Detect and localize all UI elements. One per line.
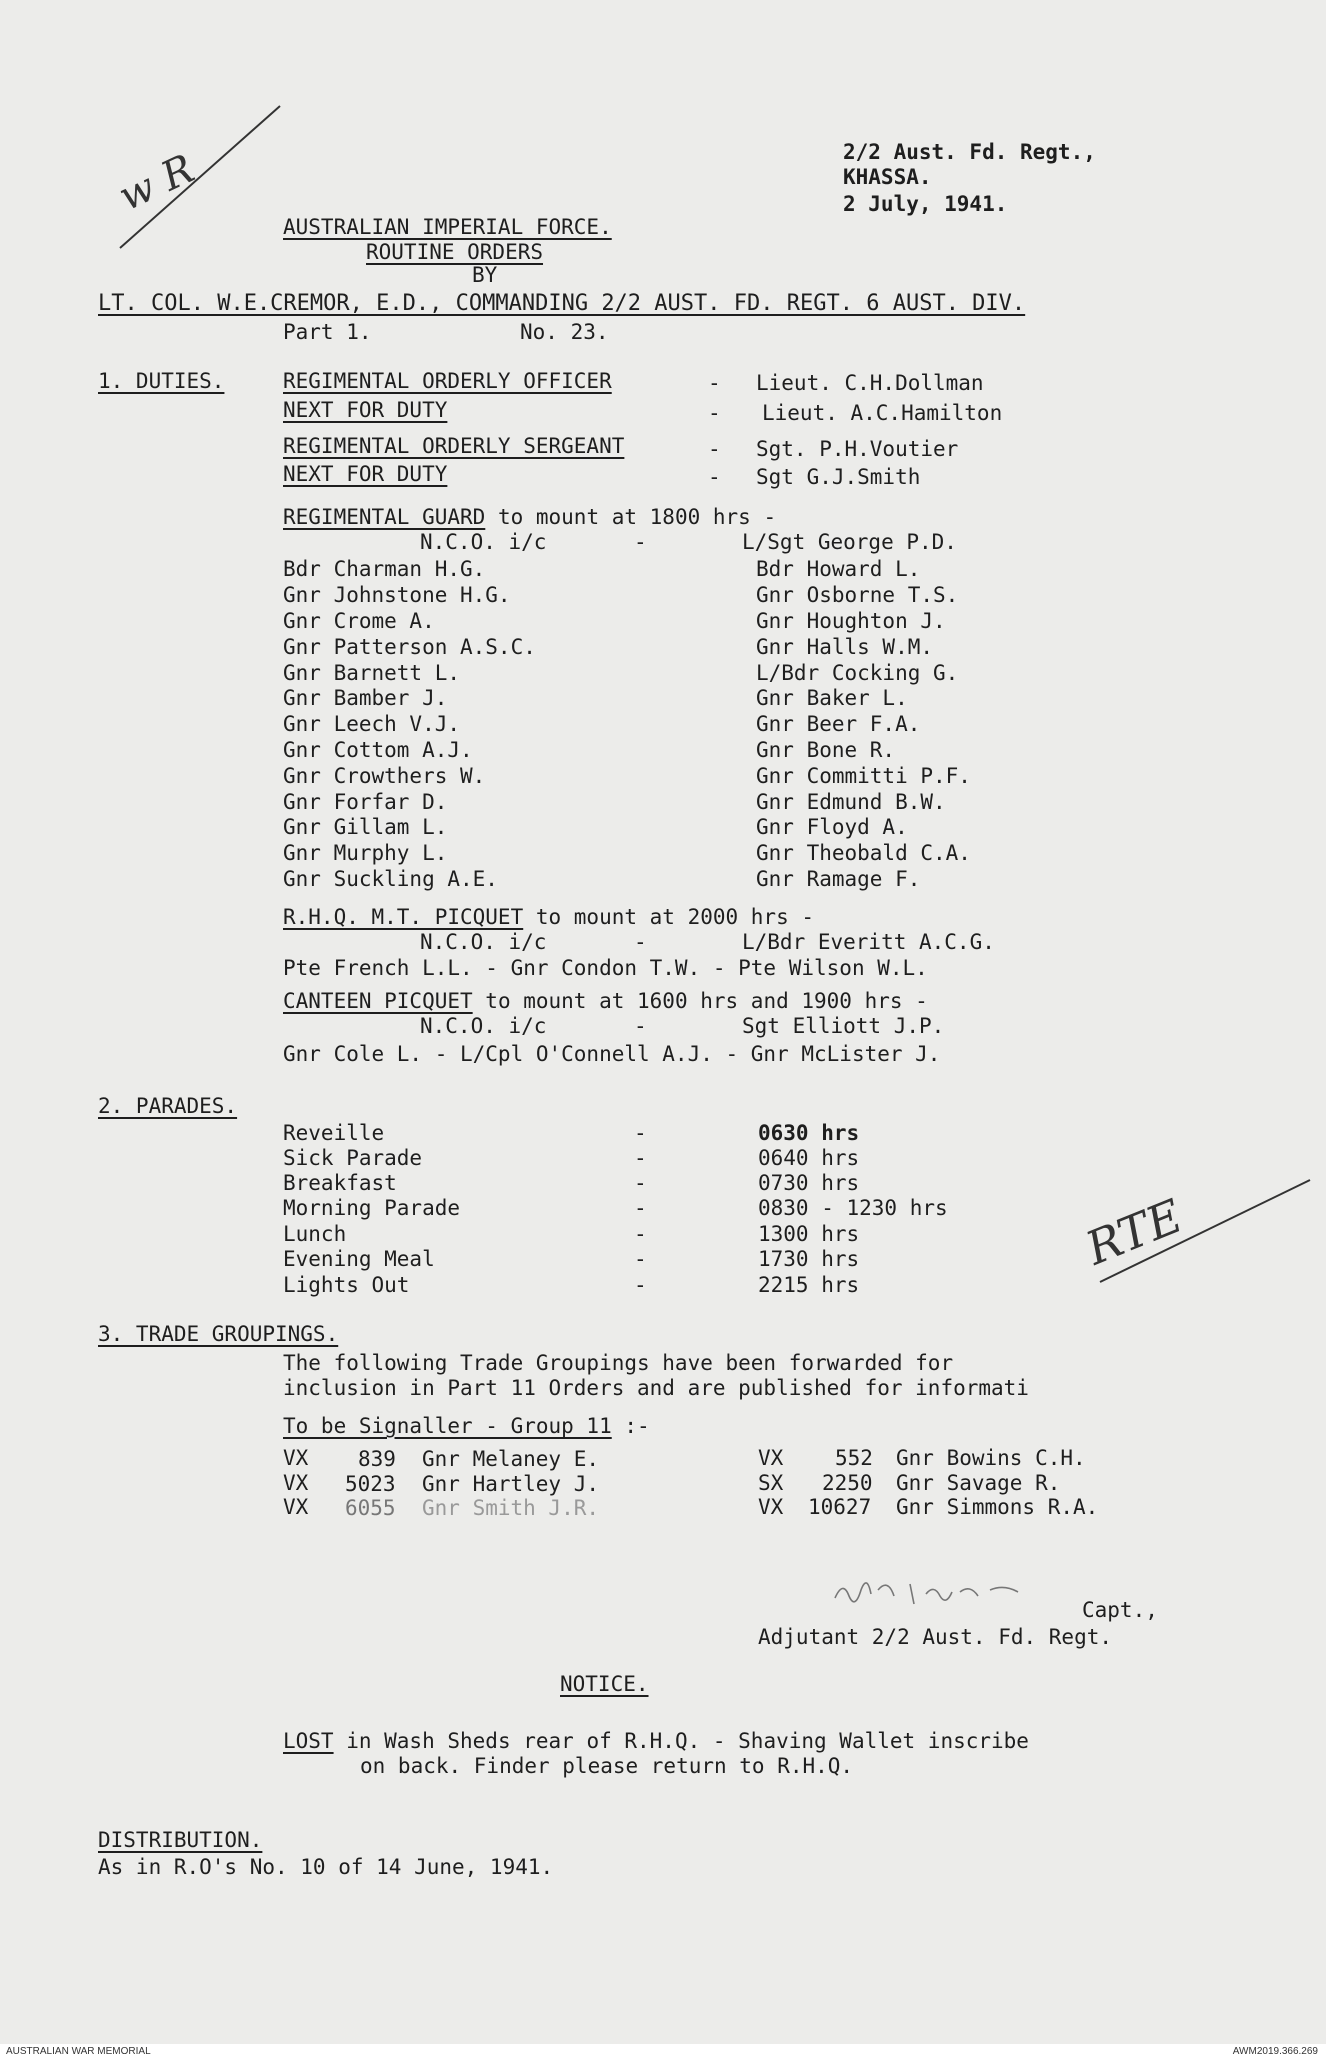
- parade-dash: -: [634, 1273, 647, 1297]
- guard-member: Gnr Halls W.M.: [756, 635, 934, 659]
- canteen-nco-dash: -: [634, 1014, 647, 1038]
- service-prefix: VX: [283, 1446, 309, 1470]
- role-orderly-officer: REGIMENTAL ORDERLY OFFICER: [283, 369, 612, 393]
- orderly-officer-name: Lieut. C.H.Dollman: [756, 371, 984, 395]
- mt-picquet-mount-time: to mount at 2000 hrs -: [523, 905, 815, 929]
- canteen-members: Gnr Cole L. - L/Cpl O'Connell A.J. - Gnr McLister J.: [283, 1042, 941, 1066]
- guard-mount-time: to mount at 1800 hrs -: [485, 505, 777, 529]
- role-orderly-sergeant: REGIMENTAL ORDERLY SERGEANT: [283, 434, 625, 458]
- canteen-nco-name: Sgt Elliott J.P.: [742, 1014, 945, 1038]
- notice-lost: LOST: [283, 1729, 334, 1753]
- location: KHASSA.: [843, 165, 932, 189]
- mt-nco-name: L/Bdr Everitt A.C.G.: [742, 930, 995, 954]
- guard-member: Gnr Bamber J.: [283, 686, 448, 710]
- guard-member: Gnr Leech V.J.: [283, 712, 461, 736]
- footer-left: AUSTRALIAN WAR MEMORIAL: [6, 2046, 151, 2057]
- parades-heading: 2. PARADES.: [98, 1094, 238, 1118]
- role-dash: -: [708, 437, 721, 461]
- mt-nco-label: N.C.O. i/c: [420, 930, 547, 954]
- role-dash: -: [708, 401, 721, 425]
- canteen-mount-time: to mount at 1600 hrs and 1900 hrs -: [472, 989, 928, 1013]
- order-date: 2 July, 1941.: [843, 192, 1008, 216]
- guard-nco-dash: -: [634, 530, 647, 554]
- distribution-heading: DISTRIBUTION.: [98, 1828, 263, 1852]
- service-prefix: VX: [283, 1495, 309, 1519]
- parade-name: Sick Parade: [283, 1146, 423, 1170]
- duties-heading: 1. DUTIES.: [98, 369, 225, 393]
- role-next-sergeant: NEXT FOR DUTY: [283, 462, 448, 486]
- title-line-1: AUSTRALIAN IMPERIAL FORCE.: [283, 215, 612, 239]
- role-next-officer: NEXT FOR DUTY: [283, 398, 448, 422]
- parade-name: Morning Parade: [283, 1196, 461, 1220]
- signature-rank: Capt.,: [1082, 1598, 1158, 1622]
- canteen-picquet-line: [283, 989, 928, 1013]
- guard-member: Gnr Bone R.: [756, 738, 896, 762]
- guard-member: Gnr Floyd A.: [756, 815, 908, 839]
- guard-member: Gnr Theobald C.A.: [756, 841, 971, 865]
- guard-member: Bdr Howard L.: [756, 557, 921, 581]
- notice-line-1: [283, 1729, 1029, 1753]
- parade-time: 1730 hrs: [758, 1247, 860, 1271]
- parade-time: 2215 hrs: [758, 1273, 860, 1297]
- parade-dash: -: [634, 1171, 647, 1195]
- parade-dash: -: [634, 1247, 647, 1271]
- signaller-name: Gnr Melaney E.: [422, 1447, 600, 1471]
- role-dash: -: [708, 371, 721, 395]
- guard-member: Gnr Crome A.: [283, 609, 435, 633]
- next-officer-name: Lieut. A.C.Hamilton: [762, 401, 1003, 425]
- guard-member: Gnr Osborne T.S.: [756, 583, 959, 607]
- parade-name: Reveille: [283, 1121, 385, 1145]
- parade-dash: -: [634, 1222, 647, 1246]
- service-number: 839: [358, 1447, 396, 1471]
- service-prefix: VX: [758, 1446, 784, 1470]
- signaller-group-suffix: :-: [611, 1414, 650, 1438]
- guard-member: Bdr Charman H.G.: [283, 557, 486, 581]
- guard-member: Gnr Johnstone H.G.: [283, 583, 511, 607]
- guard-member: Gnr Murphy L.: [283, 841, 448, 865]
- trade-paragraph-1: The following Trade Groupings have been forwarded for: [283, 1351, 954, 1375]
- signaller-name: Gnr Savage R.: [896, 1471, 1061, 1495]
- signature-title: Adjutant 2/2 Aust. Fd. Regt.: [758, 1625, 1113, 1649]
- handwritten-signature: [830, 1570, 1070, 1610]
- guard-nco-name: L/Sgt George P.D.: [742, 530, 957, 554]
- mt-picquet-members: Pte French L.L. - Gnr Condon T.W. - Pte Wilson W.L.: [283, 956, 928, 980]
- guard-member: Gnr Houghton J.: [756, 609, 946, 633]
- canteen-nco-label: N.C.O. i/c: [420, 1014, 547, 1038]
- guard-nco-label: N.C.O. i/c: [420, 530, 547, 554]
- unit-name: 2/2 Aust. Fd. Regt.,: [843, 140, 1096, 164]
- guard-member: Gnr Cottom A.J.: [283, 738, 473, 762]
- parade-time: 1300 hrs: [758, 1222, 860, 1246]
- notice-heading: NOTICE.: [560, 1672, 649, 1696]
- trade-paragraph-2: inclusion in Part 11 Orders and are published for informati: [283, 1376, 1029, 1400]
- parade-time: 0630 hrs: [758, 1121, 860, 1145]
- parade-name: Evening Meal: [283, 1247, 435, 1271]
- service-number: 552: [835, 1446, 873, 1470]
- next-sergeant-name: Sgt G.J.Smith: [756, 465, 921, 489]
- guard-title: REGIMENTAL GUARD: [283, 505, 486, 529]
- guard-member: Gnr Committi P.F.: [756, 764, 971, 788]
- parade-name: Lights Out: [283, 1273, 410, 1297]
- signaller-group-title: To be Signaller - Group 11: [283, 1414, 612, 1438]
- trade-heading: 3. TRADE GROUPINGS.: [98, 1322, 339, 1346]
- handwritten-rte: RTE: [1078, 1188, 1190, 1276]
- notice-text: in Wash Sheds rear of R.H.Q. - Shaving Wallet inscribe: [333, 1729, 1029, 1753]
- canteen-title: CANTEEN PICQUET: [283, 989, 473, 1013]
- signaller-name: Gnr Bowins C.H.: [896, 1446, 1086, 1470]
- service-number: 10627: [808, 1495, 872, 1519]
- service-prefix: SX: [758, 1471, 784, 1495]
- signaller-name: Gnr Simmons R.A.: [896, 1495, 1099, 1519]
- role-dash: -: [708, 465, 721, 489]
- order-number: No. 23.: [520, 320, 609, 344]
- notice-line-2: on back. Finder please return to R.H.Q.: [360, 1754, 854, 1778]
- distribution-text: As in R.O's No. 10 of 14 June, 1941.: [98, 1855, 554, 1879]
- guard-member: Gnr Beer F.A.: [756, 712, 921, 736]
- parade-dash: -: [634, 1121, 647, 1145]
- guard-member: Gnr Ramage F.: [756, 867, 921, 891]
- signaller-name: Gnr Smith J.R.: [422, 1496, 600, 1520]
- guard-member: Gnr Forfar D.: [283, 790, 448, 814]
- guard-member: Gnr Gillam L.: [283, 815, 448, 839]
- mt-nco-dash: -: [634, 930, 647, 954]
- commander-line: LT. COL. W.E.CREMOR, E.D., COMMANDING 2/2 AUST. FD. REGT. 6 AUST. DIV.: [98, 291, 1026, 316]
- parade-time: 0730 hrs: [758, 1171, 860, 1195]
- orderly-sergeant-name: Sgt. P.H.Voutier: [756, 437, 959, 461]
- part-number: Part 1.: [283, 320, 372, 344]
- guard-member: Gnr Baker L.: [756, 686, 908, 710]
- parade-name: Lunch: [283, 1222, 347, 1246]
- handwritten-initials: w R: [111, 145, 202, 221]
- mt-picquet-line: [283, 905, 814, 929]
- service-prefix: VX: [758, 1495, 784, 1519]
- service-number: 6055: [345, 1496, 396, 1520]
- parade-dash: -: [634, 1146, 647, 1170]
- service-number: 2250: [822, 1471, 873, 1495]
- parade-time: 0830 - 1230 hrs: [758, 1196, 948, 1220]
- footer-right: AWM2019.366.269: [1232, 2046, 1318, 2057]
- regimental-guard-line: [283, 505, 776, 529]
- mt-picquet-title: R.H.Q. M.T. PICQUET: [283, 905, 524, 929]
- guard-member: L/Bdr Cocking G.: [756, 661, 959, 685]
- title-line-2: ROUTINE ORDERS: [366, 240, 544, 264]
- signaller-group-line: [283, 1414, 650, 1438]
- signaller-name: Gnr Hartley J.: [422, 1472, 600, 1496]
- guard-member: Gnr Suckling A.E.: [283, 867, 498, 891]
- title-line-3: BY: [472, 263, 498, 287]
- guard-member: Gnr Patterson A.S.C.: [283, 635, 536, 659]
- parade-dash: -: [634, 1196, 647, 1220]
- service-number: 5023: [345, 1472, 396, 1496]
- guard-member: Gnr Crowthers W.: [283, 764, 486, 788]
- guard-member: Gnr Barnett L.: [283, 661, 461, 685]
- service-prefix: VX: [283, 1471, 309, 1495]
- parade-time: 0640 hrs: [758, 1146, 860, 1170]
- parade-name: Breakfast: [283, 1171, 397, 1195]
- guard-member: Gnr Edmund B.W.: [756, 790, 946, 814]
